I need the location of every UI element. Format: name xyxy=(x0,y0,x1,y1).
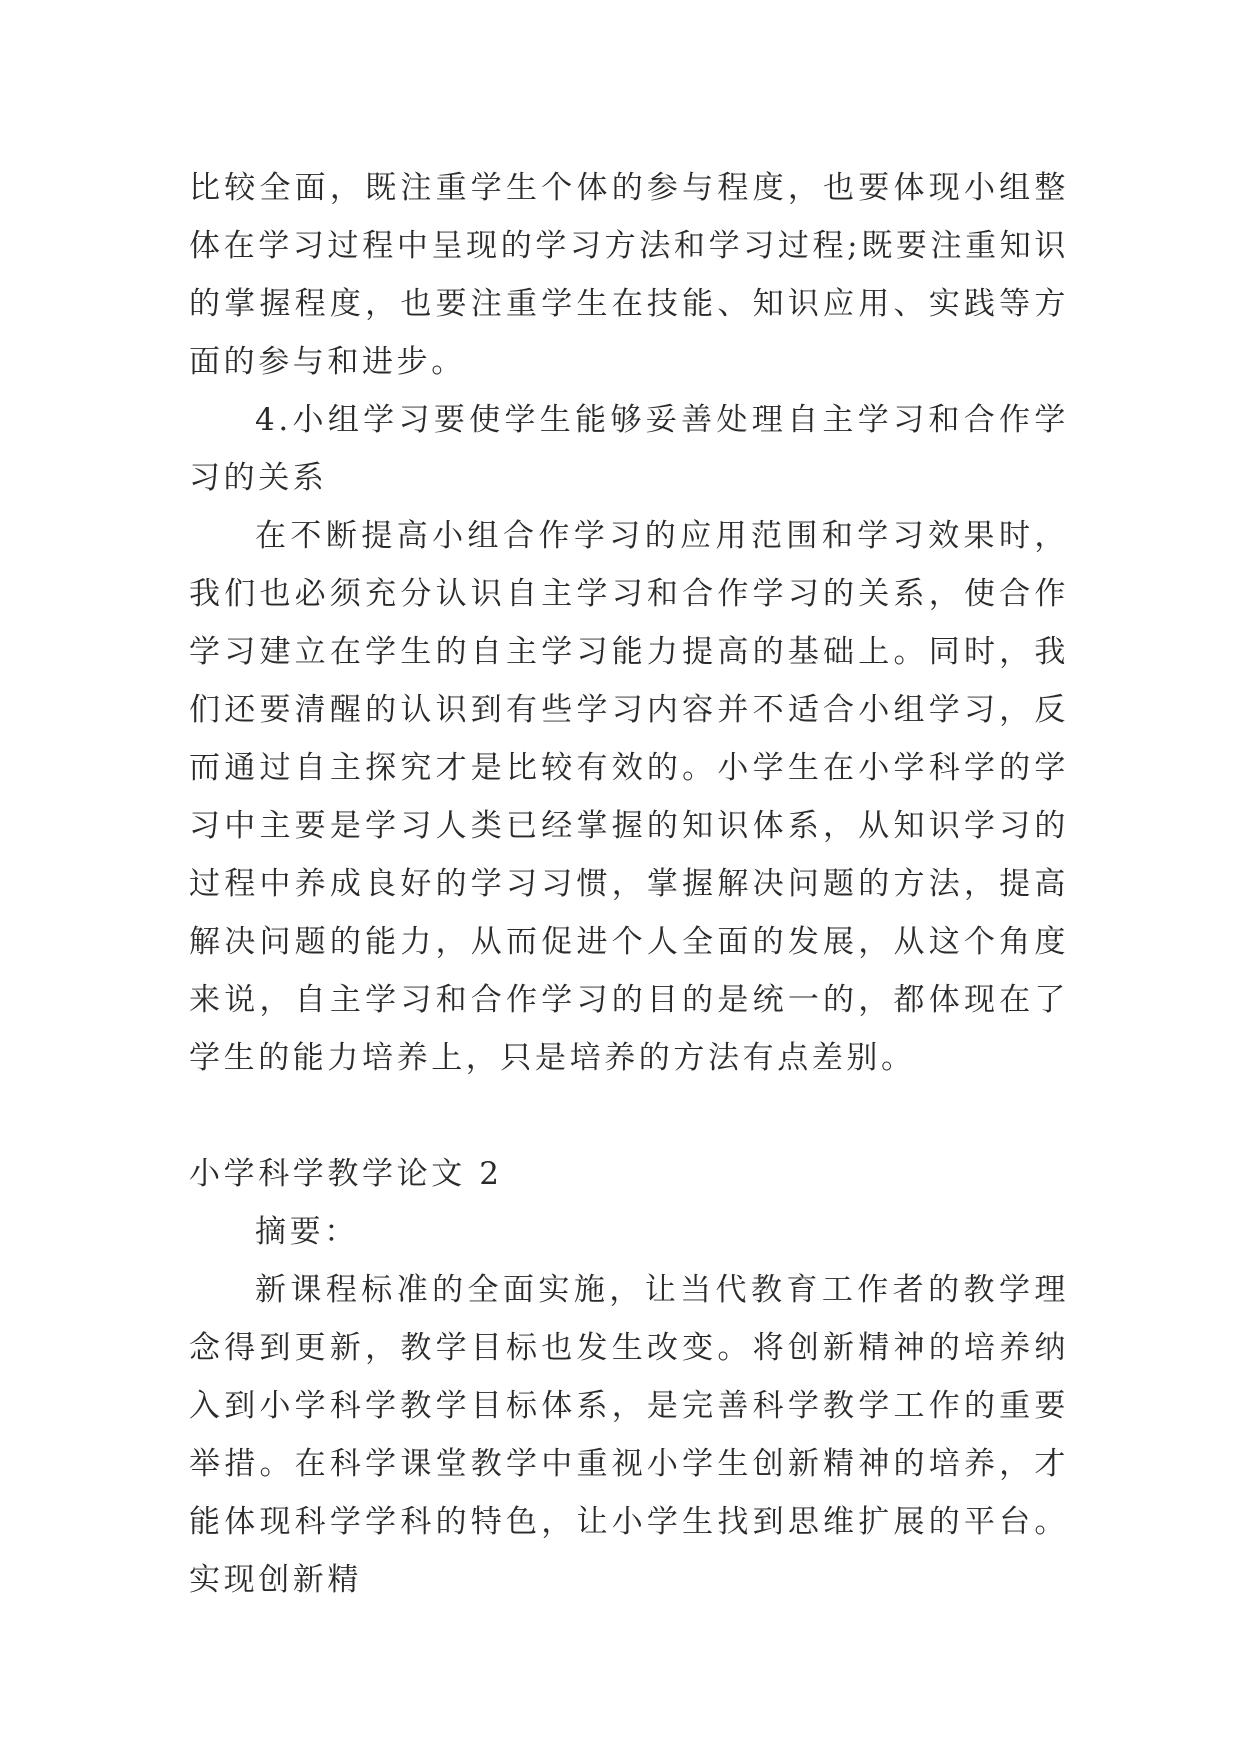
document-body xyxy=(189,159,1069,1609)
paragraph-self-and-cooperative-learning: 在不断提高小组合作学习的应用范围和学习效果时，我们也必须充分认识自主学习和合作学习的关系，使合作学习建立在学生的自主学习能力提高的基础上。同时，我们还要清醒的认识到有些学习内容并不适合小组学习，反而通过自主探究才是比较有效的。小学生在小学科学的学习中主要是学习人类已经掌握的知识体系，从知识学习的过程中养成良好的学习习惯，掌握解决问题的方法，提高解决问题的能力，从而促进个人全面的发展，从这个角度来说，自主学习和合作学习的目的是统一的，都体现在了学生的能力培养上，只是培养的方法有点差别。 xyxy=(189,518,1069,1076)
paragraph-subheading-4: 4.小组学习要使学生能够妥善处理自主学习和合作学习的关系 xyxy=(189,402,1069,496)
section-title: 小学科学教学论文 2 xyxy=(189,1156,503,1192)
abstract-label: 摘要： xyxy=(255,1214,359,1250)
paragraph-abstract-body: 新课程标准的全面实施，让当代教育工作者的教学理念得到更新，教学目标也发生改变。将创新精神的培养纳入到小学科学教学目标体系，是完善科学教学工作的重要举措。在科学课堂教学中重视小学生创新精神的培养，才能体现科学学科的特色，让小学生找到思维扩展的平台。实现创新精 xyxy=(189,1272,1069,1598)
paragraph-evaluation-continued: 比较全面，既注重学生个体的参与程度，也要体现小组整体在学习过程中呈现的学习方法和学习过程;既要注重知识的掌握程度，也要注重学生在技能、知识应用、实践等方面的参与和进步。 xyxy=(189,170,1069,380)
